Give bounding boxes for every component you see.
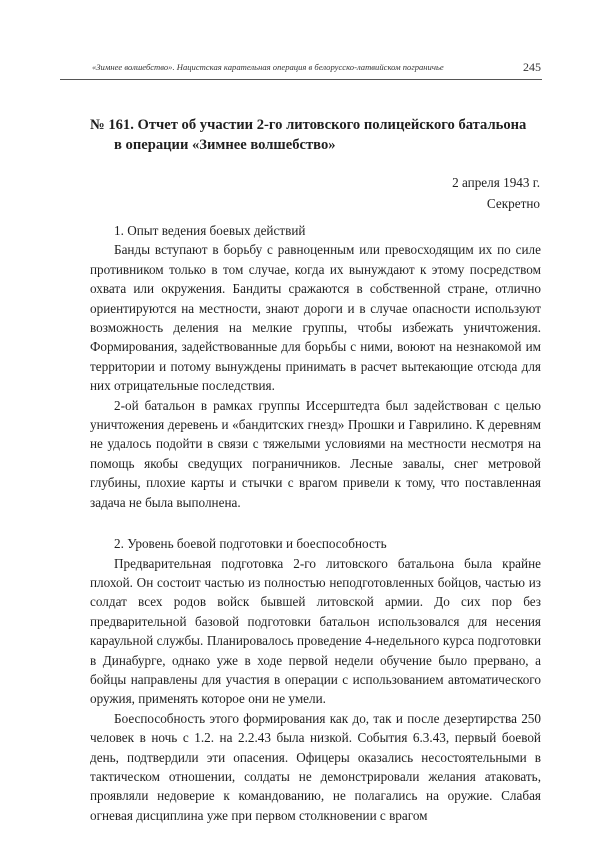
paragraph: 2-ой батальон в рамках группы Иссерштедта был задействован с целью уничтожения деревень и «бандитских гнезд» Прошки и Гаврилино. К деревням не удалось подойти в связи с тяжелыми условиями на местности несмотря на помощь якобы сведущих пограничников. Лесные завалы, снег метровой глубины, плохие карты и стычки с врагом привели к тому, что поставленная задача не была выполнена. [90,397,541,510]
document-title-line1: № 161. Отчет об участии 2-го литовского полицейского батальона [90,117,527,133]
paragraph: Предварительная подготовка 2-го литовского батальона была крайне плохой. Он состоит частью из полностью неподготовленных бойцов, частью из солдат всех родов войск бывшей литовской армии. До сих пор без предварительной базовой подготовки батальон использовался для несения караульной службы. Планировалось проведение 4-недельного курса подготовки в Динабурге, однако уже в ходе первой недели обучение было прервано, а бойцы направлены для участия в операции с использованием автоматического оружия, применять которое они не умели. [90,555,541,707]
document-heading [90,115,542,155]
header-rule [60,79,542,80]
running-head: «Зимнее волшебство». Нацистская карательная операция в белорусско-латвийском пограничье [92,62,444,72]
document-meta [452,172,540,214]
page-number: 245 [523,60,541,74]
paragraph: Боеспособность этого формирования как до, так и после дезертирства 250 человек в ночь с 1.2. на 2.2.43 была низкой. События 6.3.43, первый боевой день, подтвердили эти опасения. Офицеры оказались несостоятельными в тактическом отношении, солдаты не демонстрировали желания атаковать, проявляли недоверие к командованию, не полагались на оружие. Слабая огневая дисциплина уже при первом столкновении с врагом [90,710,541,823]
section-gap [90,512,541,534]
document-body [90,221,541,825]
document-date: 2 апреля 1943 г. [452,175,540,190]
document-classification: Секретно [486,196,540,211]
section-title: 2. Уровень боевой подготовки и боеспособность [114,536,387,552]
paragraph: Банды вступают в борьбу с равноценным или превосходящим их по силе противником только в том случае, когда их вынуждают к этому посредством охвата или окружения. Бандиты сражаются в собственной стране, отлично ориентируются на местности, знают дороги и в случае опасности используют возможность деления на мелкие группы, чтобы избежать уничтожения. Формирования, задействованные для борьбы с ними, воюют на незнакомой им территории и потому вынуждены принимать в расчет вытекающие отсюда для них отрицательные последствия. [90,242,541,394]
section-title: 1. Опыт ведения боевых действий [114,223,306,238]
document-title-line2: в операции «Зимнее волшебство» [114,137,336,153]
